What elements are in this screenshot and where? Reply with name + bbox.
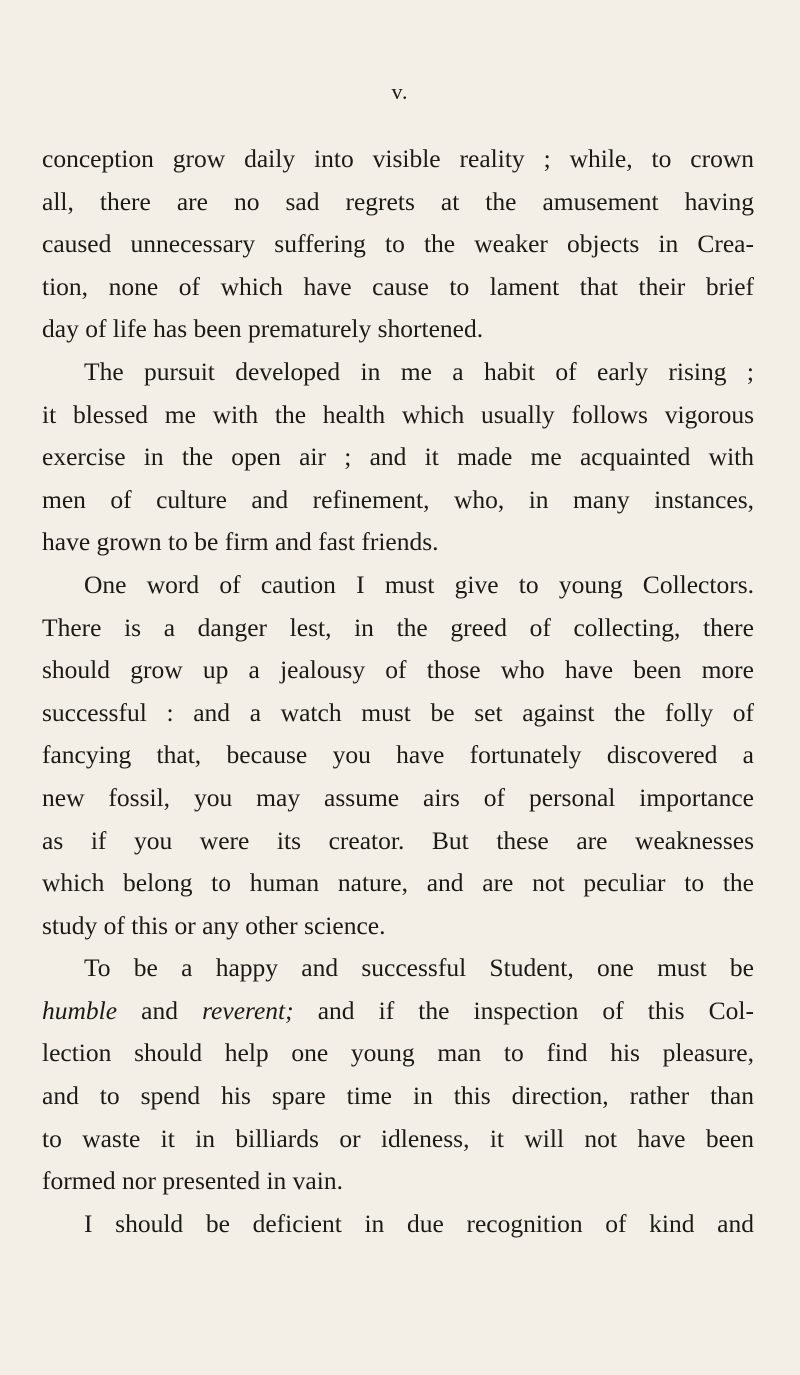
page-number: v. <box>391 79 409 104</box>
text-line: The pursuit developed in me a habit of early rising ; <box>84 356 754 386</box>
text-line: to waste it in billiards or idleness, it will not have been <box>42 1123 754 1153</box>
text-line: There is a danger lest, in the greed of collecting, there <box>42 612 754 642</box>
text-line: and to spend his spare time in this direction, rather than <box>42 1081 754 1111</box>
text-line: lection should help one young man to find his pleasure, <box>42 1038 754 1068</box>
text-line: One word of caution I must give to young Collectors. <box>84 569 754 599</box>
text-line: new fossil, you may assume airs of personal importance <box>42 782 754 812</box>
body-text <box>42 138 754 1245</box>
text-line: formed nor presented in vain. <box>42 1166 343 1196</box>
italic-text: humble <box>42 995 118 1025</box>
text-line: successful : and a watch must be set against the folly of <box>42 697 754 727</box>
text-line: To be a happy and successful Student, one must be <box>84 953 754 983</box>
text-segment: and if the inspection of this Col- <box>293 995 755 1025</box>
text-line: men of culture and refinement, who, in many instances, <box>42 484 754 514</box>
text-line: conception grow daily into visible reality ; while, to crown <box>42 144 754 173</box>
text-segment: and <box>117 995 203 1025</box>
text-line: should grow up a jealousy of those who have been more <box>42 655 754 685</box>
text-line: as if you were its creator. But these are weaknesses <box>42 825 754 855</box>
text-line: I should be deficient in due recognition of kind and <box>84 1208 754 1238</box>
text-line: fancying that, because you have fortunately discovered a <box>42 740 754 770</box>
text-line: caused unnecessary suffering to the weaker objects in Crea- <box>42 229 754 259</box>
text-line: study of this or any other science. <box>42 910 386 940</box>
text-line <box>42 990 754 1033</box>
text-line: it blessed me with the health which usually follows vigorous <box>42 399 754 429</box>
italic-text: reverent; <box>202 995 294 1025</box>
text-line: day of life has been prematurely shortened. <box>42 314 484 344</box>
text-line: tion, none of which have cause to lament that their brief <box>42 271 754 301</box>
text-line: which belong to human nature, and are not peculiar to the <box>42 868 754 898</box>
text-line: exercise in the open air ; and it made me acquainted with <box>42 442 754 472</box>
text-line: have grown to be firm and fast friends. <box>42 527 439 557</box>
text-line: all, there are no sad regrets at the amusement having <box>42 186 754 216</box>
